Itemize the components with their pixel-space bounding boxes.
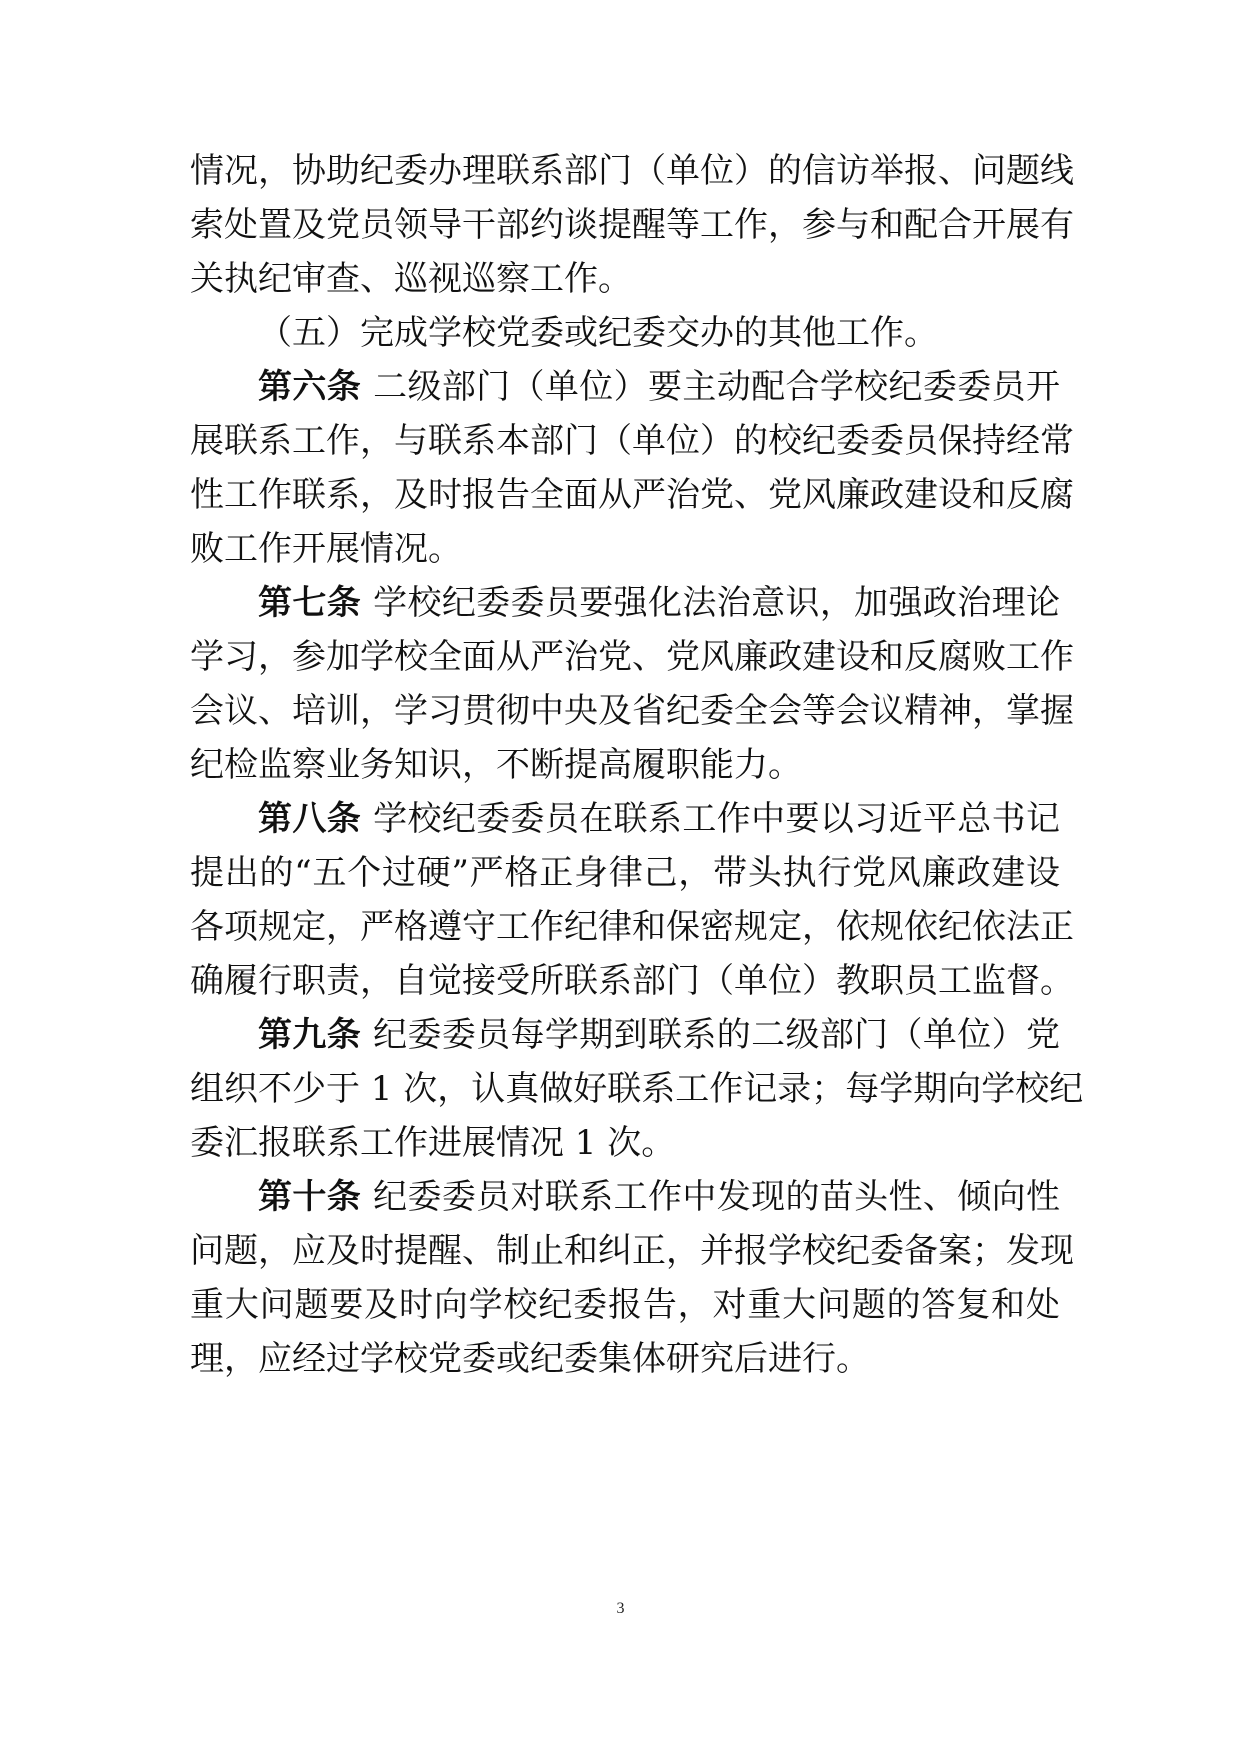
article-first-line: 第八条 学校纪委委员在联系工作中要以习近平总书记 bbox=[258, 799, 1061, 839]
paragraph-line: 关执纪审查、巡视巡察工作。 bbox=[190, 259, 632, 299]
paragraph-line: 重大问题要及时向学校纪委报告，对重大问题的答复和处 bbox=[190, 1285, 1060, 1325]
paragraph-line: 问题，应及时提醒、制止和纠正，并报学校纪委备案；发现 bbox=[190, 1231, 1074, 1271]
paragraph-line: 组织不少于 1 次，认真做好联系工作记录；每学期向学校纪 bbox=[190, 1069, 1084, 1109]
article-heading: 第十条 bbox=[258, 1177, 362, 1217]
article-first-line: 第七条 学校纪委委员要强化法治意识，加强政治理论 bbox=[258, 583, 1061, 623]
paragraph-line: （五）完成学校党委或纪委交办的其他工作。 bbox=[258, 313, 938, 353]
article-heading: 第六条 bbox=[258, 367, 362, 407]
article-heading: 第七条 bbox=[258, 583, 362, 623]
paragraph-line: 展联系工作，与联系本部门（单位）的校纪委委员保持经常 bbox=[190, 421, 1074, 461]
page-number: 3 bbox=[616, 1600, 625, 1617]
paragraph-line: 各项规定，严格遵守工作纪律和保密规定，依规依纪依法正 bbox=[190, 907, 1074, 947]
paragraph-line: 索处置及党员领导干部约谈提醒等工作，参与和配合开展有 bbox=[190, 205, 1074, 245]
article-first-line: 第十条 纪委委员对联系工作中发现的苗头性、倾向性 bbox=[258, 1177, 1061, 1217]
paragraph-line: 情况，协助纪委办理联系部门（单位）的信访举报、问题线 bbox=[190, 151, 1074, 191]
article-heading: 第八条 bbox=[258, 799, 362, 839]
paragraph-line: 败工作开展情况。 bbox=[190, 529, 462, 569]
paragraph-line: 会议、培训，学习贯彻中央及省纪委全会等会议精神，掌握 bbox=[190, 691, 1074, 731]
paragraph-line: 确履行职责，自觉接受所联系部门（单位）教职员工监督。 bbox=[190, 961, 1074, 1001]
paragraph-line: 纪检监察业务知识，不断提高履职能力。 bbox=[190, 745, 802, 785]
paragraph-line: 委汇报联系工作进展情况 1 次。 bbox=[190, 1123, 676, 1163]
article-first-line: 第六条 二级部门（单位）要主动配合学校纪委委员开 bbox=[258, 367, 1061, 407]
paragraph-line: 性工作联系，及时报告全面从严治党、党风廉政建设和反腐 bbox=[190, 475, 1074, 515]
paragraph-line: 提出的“五个过硬”严格正身律己，带头执行党风廉政建设 bbox=[190, 853, 1060, 893]
paragraph-line: 学习，参加学校全面从严治党、党风廉政建设和反腐败工作 bbox=[190, 637, 1074, 677]
article-heading: 第九条 bbox=[258, 1015, 362, 1055]
paragraph-line: 理，应经过学校党委或纪委集体研究后进行。 bbox=[190, 1339, 870, 1379]
article-first-line: 第九条 纪委委员每学期到联系的二级部门（单位）党 bbox=[258, 1015, 1061, 1055]
